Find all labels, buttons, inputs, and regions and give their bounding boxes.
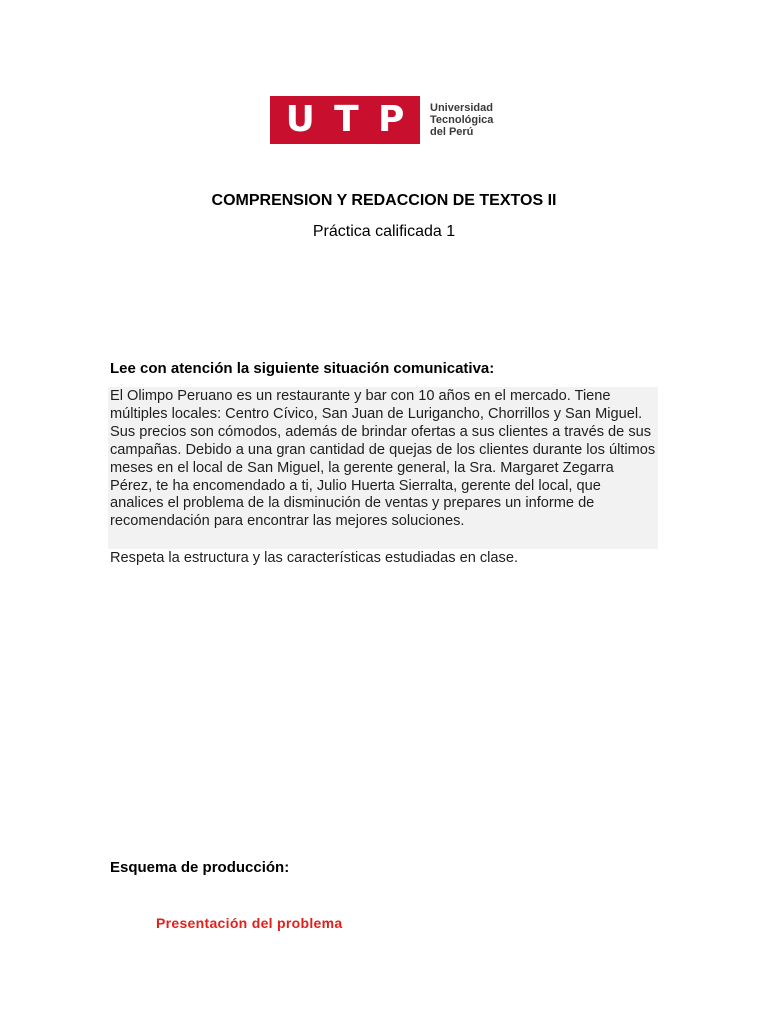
document-title: COMPRENSION Y REDACCION DE TEXTOS II	[211, 192, 557, 209]
scheme-heading: Esquema de producción:	[110, 859, 290, 876]
situation-text-box: El Olimpo Peruano es un restaurante y bar con 10 años en el mercado. Tiene múltiples locales: Centro Cívico, San Juan de Lurigancho, Chorrillos y San Miguel. Sus precios son cómodos, además de brindar ofertas a sus clientes a través de sus campañas. Debido a una gran cantidad de quejas de los clientes durante los últimos meses en el local de San Miguel, la gerente general, la Sra. Margaret Zegarra Pérez, te ha encomendado a ti, Julio Huerta Sierralta, gerente del local, que analices el problema de la disminución de ventas y prepares un informe de recomendación para encontrar las mejores soluciones.	[108, 387, 658, 549]
logo-line-2: Tecnológica	[430, 114, 494, 126]
logo-mark	[270, 96, 420, 144]
logo-wordmark	[430, 102, 493, 138]
instruction-heading: Lee con atención la siguiente situación comunicativa:	[110, 360, 495, 377]
logo-letter-u: U	[285, 99, 315, 140]
scheme-item-presentation: Presentación del problema	[156, 915, 343, 931]
utp-logo	[270, 96, 510, 144]
logo-letter-p: P	[377, 99, 405, 140]
logo-letter-t: T	[334, 99, 359, 140]
document-subtitle: Práctica calificada 1	[312, 223, 456, 240]
logo-line-1: Universidad	[430, 102, 493, 114]
instruction-note: Respeta la estructura y las características estudiadas en clase.	[110, 550, 519, 566]
logo-line-3: del Perú	[430, 126, 474, 138]
